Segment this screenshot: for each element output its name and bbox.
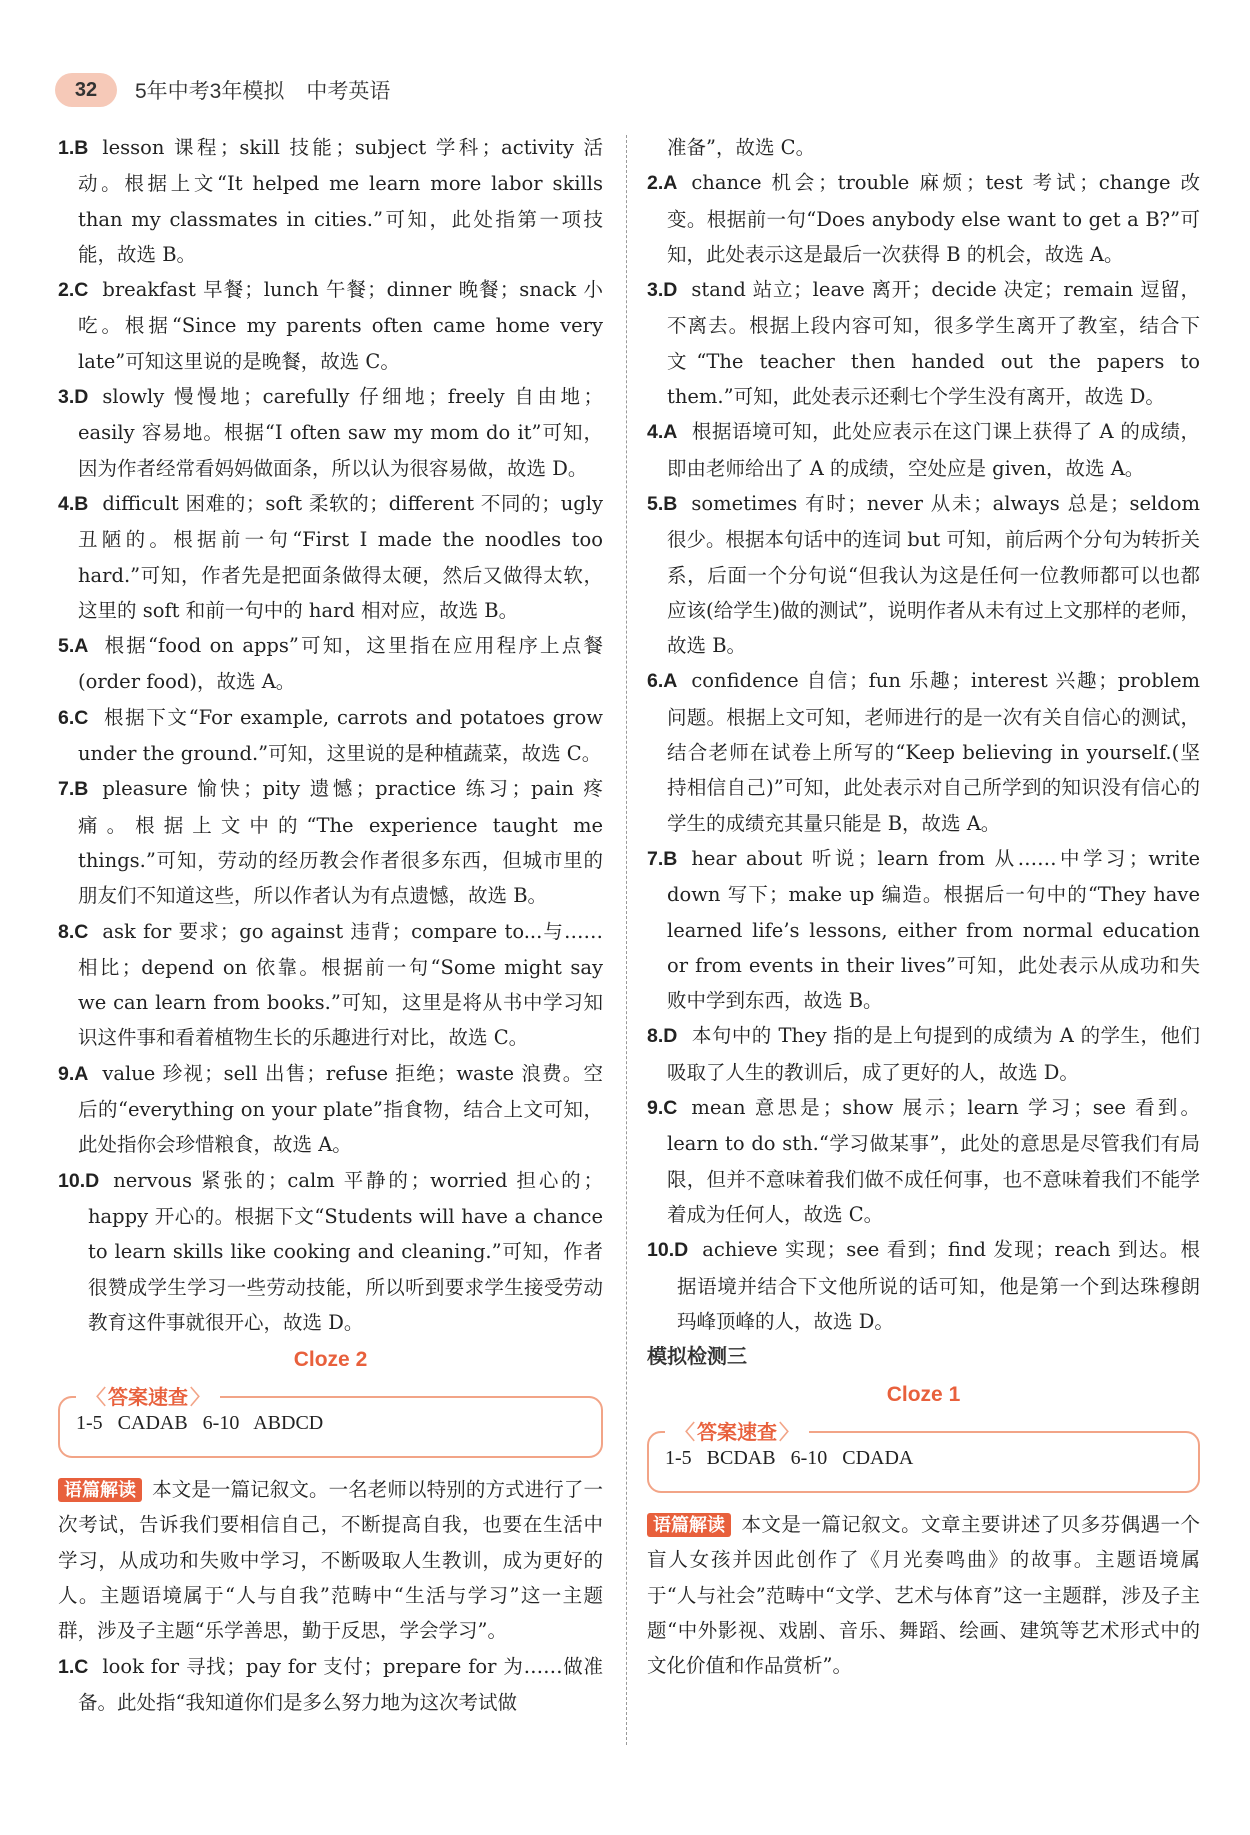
answer-key-label: 〈 答案速查 〉: [665, 1416, 809, 1445]
answer-explanation: 10.D nervous 紧张的；calm 平静的；worried 担心的；happy 开心的。根据下文“Students will have a chance to learn skills like cooking and cleaning.”可知，作者很赞成学生学习一些劳动技能，所以听到要求学生接受劳动教育这件事就很开心，故选 D。: [58, 1168, 603, 1334]
book-subject: 中考英语: [306, 80, 391, 103]
answer-key-box: [647, 1422, 1200, 1493]
answer-explanation: 7.B hear about 听说；learn from 从……中学习；write down 写下；make up 编造。根据后一句中的“They have learned life’s lessons, either from normal education or from events in their lives”可知，此处表示从成功和失败中学到东西，故选 B。: [647, 846, 1200, 1013]
answer-explanation: 10.D achieve 实现；see 看到；find 发现；reach 到达。根据语境并结合下文他所说的话可知，他是第一个到达珠穆朗玛峰顶峰的人，故选 D。: [647, 1238, 1200, 1333]
answer-key-box: [58, 1387, 603, 1458]
answer-explanation: 7.B pleasure 愉快；pity 遗憾；practice 练习；pain 疼痛。根据上文中的“The experience taught me things.”可知，劳动的经历教会作者很多东西，但城市里的朋友们不知道这些，所以作者认为有点遗憾，故选 B。: [58, 777, 603, 908]
answer-explanation: 4.A 根据语境可知，此处应表示在这门课上获得了 A 的成绩，即由老师给出了 A 的成绩，空处应是 given，故选 A。: [647, 420, 1200, 480]
cloze-title: Cloze 2: [293, 1348, 368, 1372]
book-series-title: 5年中考3年模拟: [135, 80, 285, 103]
answer-explanation: 8.C ask for 要求；go against 违背；compare to...与……相比；depend on 依靠。根据前一句“Some might say we can learn from books.”可知，这里是将从书中学习知识这件事和看着植物生长的乐趣进行对比，故选 C。: [58, 919, 603, 1050]
column-divider: [626, 135, 627, 1745]
passage-analysis-tag: 语篇解读: [647, 1513, 731, 1537]
answer-explanation: 4.B difficult 困难的；soft 柔软的；different 不同的；ugly 丑陋的。根据前一句“First I made the noodles too hard.”可知，作者先是把面条做得太硬，然后又做得太软，这里的 soft 和前一句中的 hard 相对应，故选 B。: [58, 491, 603, 622]
answer-explanation: 8.D 本句中的 They 指的是上句提到的成绩为 A 的学生，他们吸取了人生的教训后，成了更好的人，故选 D。: [647, 1024, 1200, 1084]
section-subhead: 模拟检测三: [647, 1346, 747, 1369]
answer-explanation: 1.B lesson 课程；skill 技能；subject 学科；activity 活动。根据上文“It helped me learn more labor skills than my classmates in cities.”可知，此处指第一项技能，故选 B。: [58, 136, 603, 266]
page-header: [55, 70, 390, 110]
answer-explanation: 9.A value 珍视；sell 出售；refuse 拒绝；waste 浪费。空后的“everything on your plate”指食物，结合上文可知，此处指你会珍惜粮食，故选 A。: [58, 1061, 603, 1157]
answer-explanation: 2.C breakfast 早餐；lunch 午餐；dinner 晚餐；snack 小吃。根据“Since my parents often came home very late”可知这里说的是晚餐，故选 C。: [58, 278, 603, 373]
answer-explanation-continued: 准备”，故选 C。: [667, 136, 816, 159]
answer-explanation: 5.A 根据“food on apps”可知，这里指在应用程序上点餐(order food)，故选 A。: [58, 634, 603, 694]
answer-explanation: 2.A chance 机会；trouble 麻烦；test 考试；change 改变。根据前一句“Does anybody else want to get a B?”可知，此处表示这是最后一次获得 B 的机会，故选 A。: [647, 171, 1200, 266]
right-column: [647, 130, 1200, 1684]
answer-key-text: 1-5 CADAB 6-10 ABDCD: [76, 1412, 324, 1435]
page-number: 32: [55, 73, 117, 107]
answer-explanation: 6.C 根据下文“For example, carrots and potatoes grow under the ground.”可知，这里说的是种植蔬菜，故选 C。: [58, 705, 603, 766]
answer-explanation: 9.C mean 意思是；show 展示；learn 学习；see 看到。learn to do sth.“学习做某事”，此处的意思是尽管我们有局限，但并不意味着我们做不成任何事，也不意味着我们不能学着成为任何人，故选 C。: [647, 1096, 1200, 1226]
answer-explanation: 6.A confidence 自信；fun 乐趣；interest 兴趣；problem 问题。根据上文可知，老师进行的是一次有关自信心的测试，结合老师在试卷上所写的“Keep believing in yourself.(坚持相信自己)”可知，此处表示对自己所学到的知识没有信心的学生的成绩充其量只能是 B，故选 A。: [647, 669, 1200, 835]
answer-explanation: 5.B sometimes 有时；never 从未；always 总是；seldom 很少。根据本句话中的连词 but 可知，前后两个分句为转折关系，后面一个分句说“但我认为这是任何一位教师都可以也都应该(给学生)做的测试”，说明作者从未有过上文那样的老师，故选 B。: [647, 491, 1200, 658]
left-column: [58, 130, 603, 1720]
answer-key-text: 1-5 BCDAB 6-10 CDADA: [665, 1447, 914, 1470]
answer-key-label: 〈 答案速查 〉: [76, 1381, 220, 1410]
answer-explanation: 1.C look for 寻找；pay for 支付；prepare for 为……做准备。此处指“我知道你们是多么努力地为这次考试做: [58, 1654, 603, 1714]
answer-explanation: 3.D slowly 慢慢地；carefully 仔细地；freely 自由地；easily 容易地。根据“I often saw my mom do it”可知，因为作者经常看妈妈做面条，所以认为很容易做，故选 D。: [58, 385, 603, 480]
passage-analysis: 语篇解读 本文是一篇记叙文。一名老师以特别的方式进行了一次考试，告诉我们要相信自己，不断提高自我，也要在生活中学习，从成功和失败中学习，不断吸取人生教训，成为更好的人。主题语境属于“人与自我”范畴中“生活与学习”这一主题群，涉及子主题“乐学善思，勤于反思，学会学习”。: [58, 1478, 603, 1643]
cloze-title: Cloze 1: [886, 1383, 961, 1407]
passage-analysis-tag: 语篇解读: [58, 1478, 142, 1502]
answer-explanation: 3.D stand 站立；leave 离开；decide 决定；remain 逗留，不离去。根据上段内容可知，很多学生离开了教室，结合下文“The teacher then handed out the papers to them.”可知，此处表示还剩七个学生没有离开，故选 D。: [647, 278, 1200, 409]
passage-analysis: 语篇解读 本文是一篇记叙文。文章主要讲述了贝多芬偶遇一个盲人女孩并因此创作了《月光奏鸣曲》的故事。主题语境属于“人与社会”范畴中“文学、艺术与体育”这一主题群，涉及子主题“中外影视、戏剧、音乐、舞蹈、绘画、建筑等艺术形式中的文化价值和作品赏析”。: [647, 1513, 1200, 1678]
